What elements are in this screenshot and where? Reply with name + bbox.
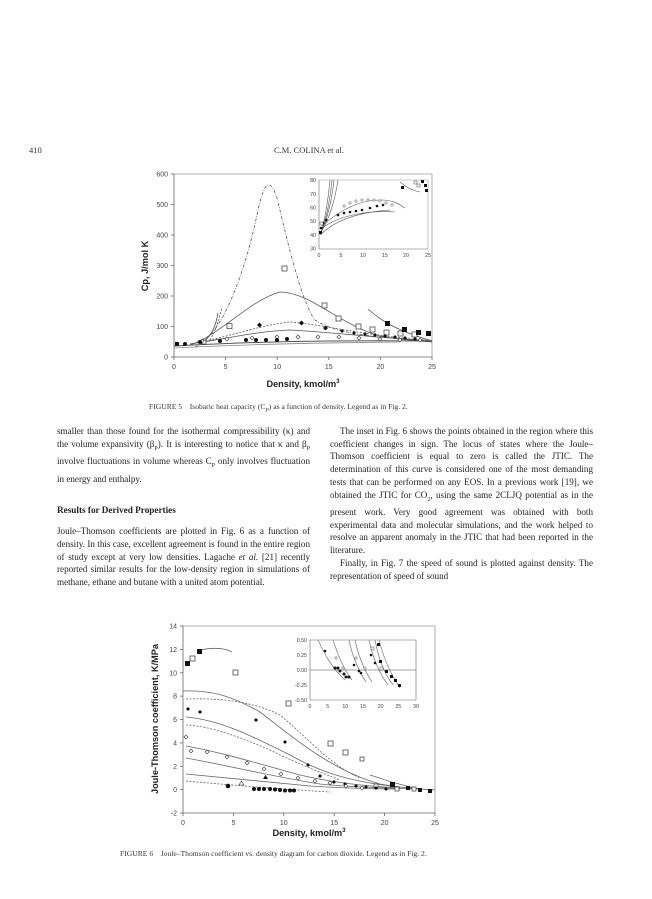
svg-text:200: 200 — [156, 293, 168, 301]
text-run: ). It is interesting to notice that κ and β — [157, 438, 307, 449]
svg-text:0.00: 0.00 — [296, 668, 307, 674]
svg-text:0: 0 — [173, 787, 177, 795]
svg-text:25: 25 — [395, 704, 402, 710]
svg-text:25: 25 — [428, 364, 436, 371]
text-run: The inset in Fig. 6 shows the points obtained in the region where this coefficient changes in sign. The locus of states where the Joule–Thomson coefficient is equal to zero is called the JTIC. The determination of this curve is considered one of the most demanding tests that can be performed on any EOS. In a previous work [19], we obtained the JTIC for CO — [330, 426, 593, 500]
svg-text:-2: -2 — [170, 810, 177, 818]
figure5-xticks — [172, 364, 436, 371]
left-para-1 — [57, 425, 310, 485]
svg-text:300: 300 — [156, 263, 168, 270]
left-para-2 — [57, 525, 310, 589]
svg-text:5: 5 — [223, 364, 228, 371]
figure6-caption-label: FIGURE 6 — [120, 849, 154, 858]
svg-text:20: 20 — [377, 704, 384, 710]
right-para-2: Finally, in Fig. 7 the speed of sound is plotted against density. The representation of speed of sound — [330, 557, 593, 581]
subscript: P — [211, 463, 216, 470]
svg-text:5: 5 — [231, 820, 236, 827]
svg-text:12: 12 — [169, 647, 177, 654]
figure6-markers — [184, 649, 432, 793]
figure5-caption-label: FIGURE 5 — [149, 402, 183, 411]
svg-text:10: 10 — [342, 704, 349, 710]
figure5-ylabel: Cp, J/mol K — [140, 240, 150, 292]
running-title — [274, 145, 344, 155]
svg-text:25: 25 — [425, 253, 431, 259]
subscript: 2 — [427, 496, 431, 503]
subscript: P — [306, 445, 310, 452]
figure5-chart — [120, 163, 450, 395]
text-run: , using the same 2CLJQ potential as in the present work. Very good agreement was obtained with both experimental data and molecular simulations, and the work helped to resolve an apparent anomaly in the JTIC that had been reported in the literature. — [330, 489, 593, 556]
svg-text:10: 10 — [273, 364, 282, 371]
svg-text:15: 15 — [330, 820, 339, 827]
figure5-markers — [175, 266, 431, 346]
figure6-xticks — [181, 820, 439, 827]
svg-text:0: 0 — [317, 253, 321, 259]
svg-text:-0.50: -0.50 — [294, 698, 307, 704]
svg-text:30: 30 — [310, 246, 316, 253]
figure5-caption — [149, 402, 408, 414]
svg-text:14: 14 — [169, 623, 177, 631]
text-run: [21] recently reported similar results for the low-density region in simulations of methane, ethane and butane with a united atom potential. — [57, 551, 311, 587]
svg-text:80: 80 — [310, 178, 316, 184]
text-run: smaller than those found for the isothermal compressibility (κ) and the volume expansivity (β — [57, 426, 310, 449]
figure6-caption-text: Joule–Thomson coefficient vs. density diagram for carbon dioxide. Legend as in Fig. 2. — [160, 849, 427, 858]
svg-text:15: 15 — [324, 364, 333, 371]
svg-text:0: 0 — [181, 820, 185, 827]
section-heading: Results for Derived Properties — [57, 505, 176, 516]
right-para-1 — [330, 425, 593, 557]
figure6-caption — [120, 849, 427, 858]
text-run: Joule–Thomson coefficients are plotted in Fig. 6 as a function of density. In this case, excellent agreement is found in the entire region of study except at very low densities. Lagache — [57, 526, 310, 562]
svg-text:400: 400 — [156, 232, 168, 240]
svg-text:8: 8 — [173, 693, 177, 701]
svg-text:40: 40 — [310, 233, 316, 239]
svg-text:600: 600 — [156, 171, 168, 179]
svg-text:20: 20 — [376, 364, 385, 371]
svg-text:15: 15 — [360, 704, 366, 710]
svg-text:10: 10 — [360, 253, 366, 259]
figure5-caption-sub: P — [265, 407, 269, 414]
running-title-text: C.M. COLINA et al. — [274, 145, 344, 155]
right-column — [330, 425, 593, 582]
et-al: et al. — [238, 551, 259, 562]
svg-text:0: 0 — [308, 704, 312, 710]
figure5-yticks — [156, 172, 168, 362]
svg-text:-0.25: -0.25 — [294, 683, 307, 689]
svg-text:20: 20 — [380, 820, 389, 827]
svg-text:0: 0 — [164, 354, 168, 362]
svg-text:10: 10 — [279, 820, 288, 827]
svg-text:6: 6 — [173, 717, 177, 724]
figure6-inset — [295, 638, 419, 710]
figure6-ylabel: Joule-Thomson coefficient, K/MPa — [150, 643, 160, 795]
svg-text:4: 4 — [173, 740, 177, 748]
svg-text:0.50: 0.50 — [296, 638, 307, 644]
figure5-caption-text: Isobaric heat capacity (C — [189, 402, 266, 411]
svg-text:0: 0 — [172, 364, 176, 371]
svg-text:500: 500 — [156, 202, 168, 209]
page-number: 410 — [29, 145, 42, 155]
figure6-xlabel: Density, kmol/$m^3$ — [272, 828, 346, 838]
left-column — [57, 425, 310, 589]
figure5-xlabel: Density, kmol/$m^3$ — [266, 379, 340, 389]
text-run: involve fluctuations in volume whereas C — [57, 456, 212, 467]
svg-text:5: 5 — [326, 704, 330, 710]
figure5-caption-rest: ) as a function of density. Legend as in Fig. 2. — [268, 402, 408, 411]
svg-text:10: 10 — [169, 670, 177, 678]
svg-text:2: 2 — [173, 763, 177, 771]
subscript: P — [154, 445, 158, 452]
svg-text:5: 5 — [339, 253, 343, 259]
svg-text:70: 70 — [310, 192, 316, 198]
svg-text:20: 20 — [403, 253, 409, 259]
figure6-yticks — [169, 624, 177, 818]
svg-text:30: 30 — [413, 704, 419, 710]
svg-text:50: 50 — [310, 219, 316, 225]
figure6-chart — [120, 618, 460, 840]
svg-text:60: 60 — [310, 205, 316, 212]
text-run: only involves fluctuation in energy and enthalpy. — [57, 456, 310, 484]
svg-text:100: 100 — [156, 324, 168, 331]
svg-text:25: 25 — [431, 820, 439, 827]
svg-text:15: 15 — [382, 253, 388, 259]
figure5-inset — [310, 177, 431, 259]
svg-text:0.25: 0.25 — [296, 653, 307, 659]
